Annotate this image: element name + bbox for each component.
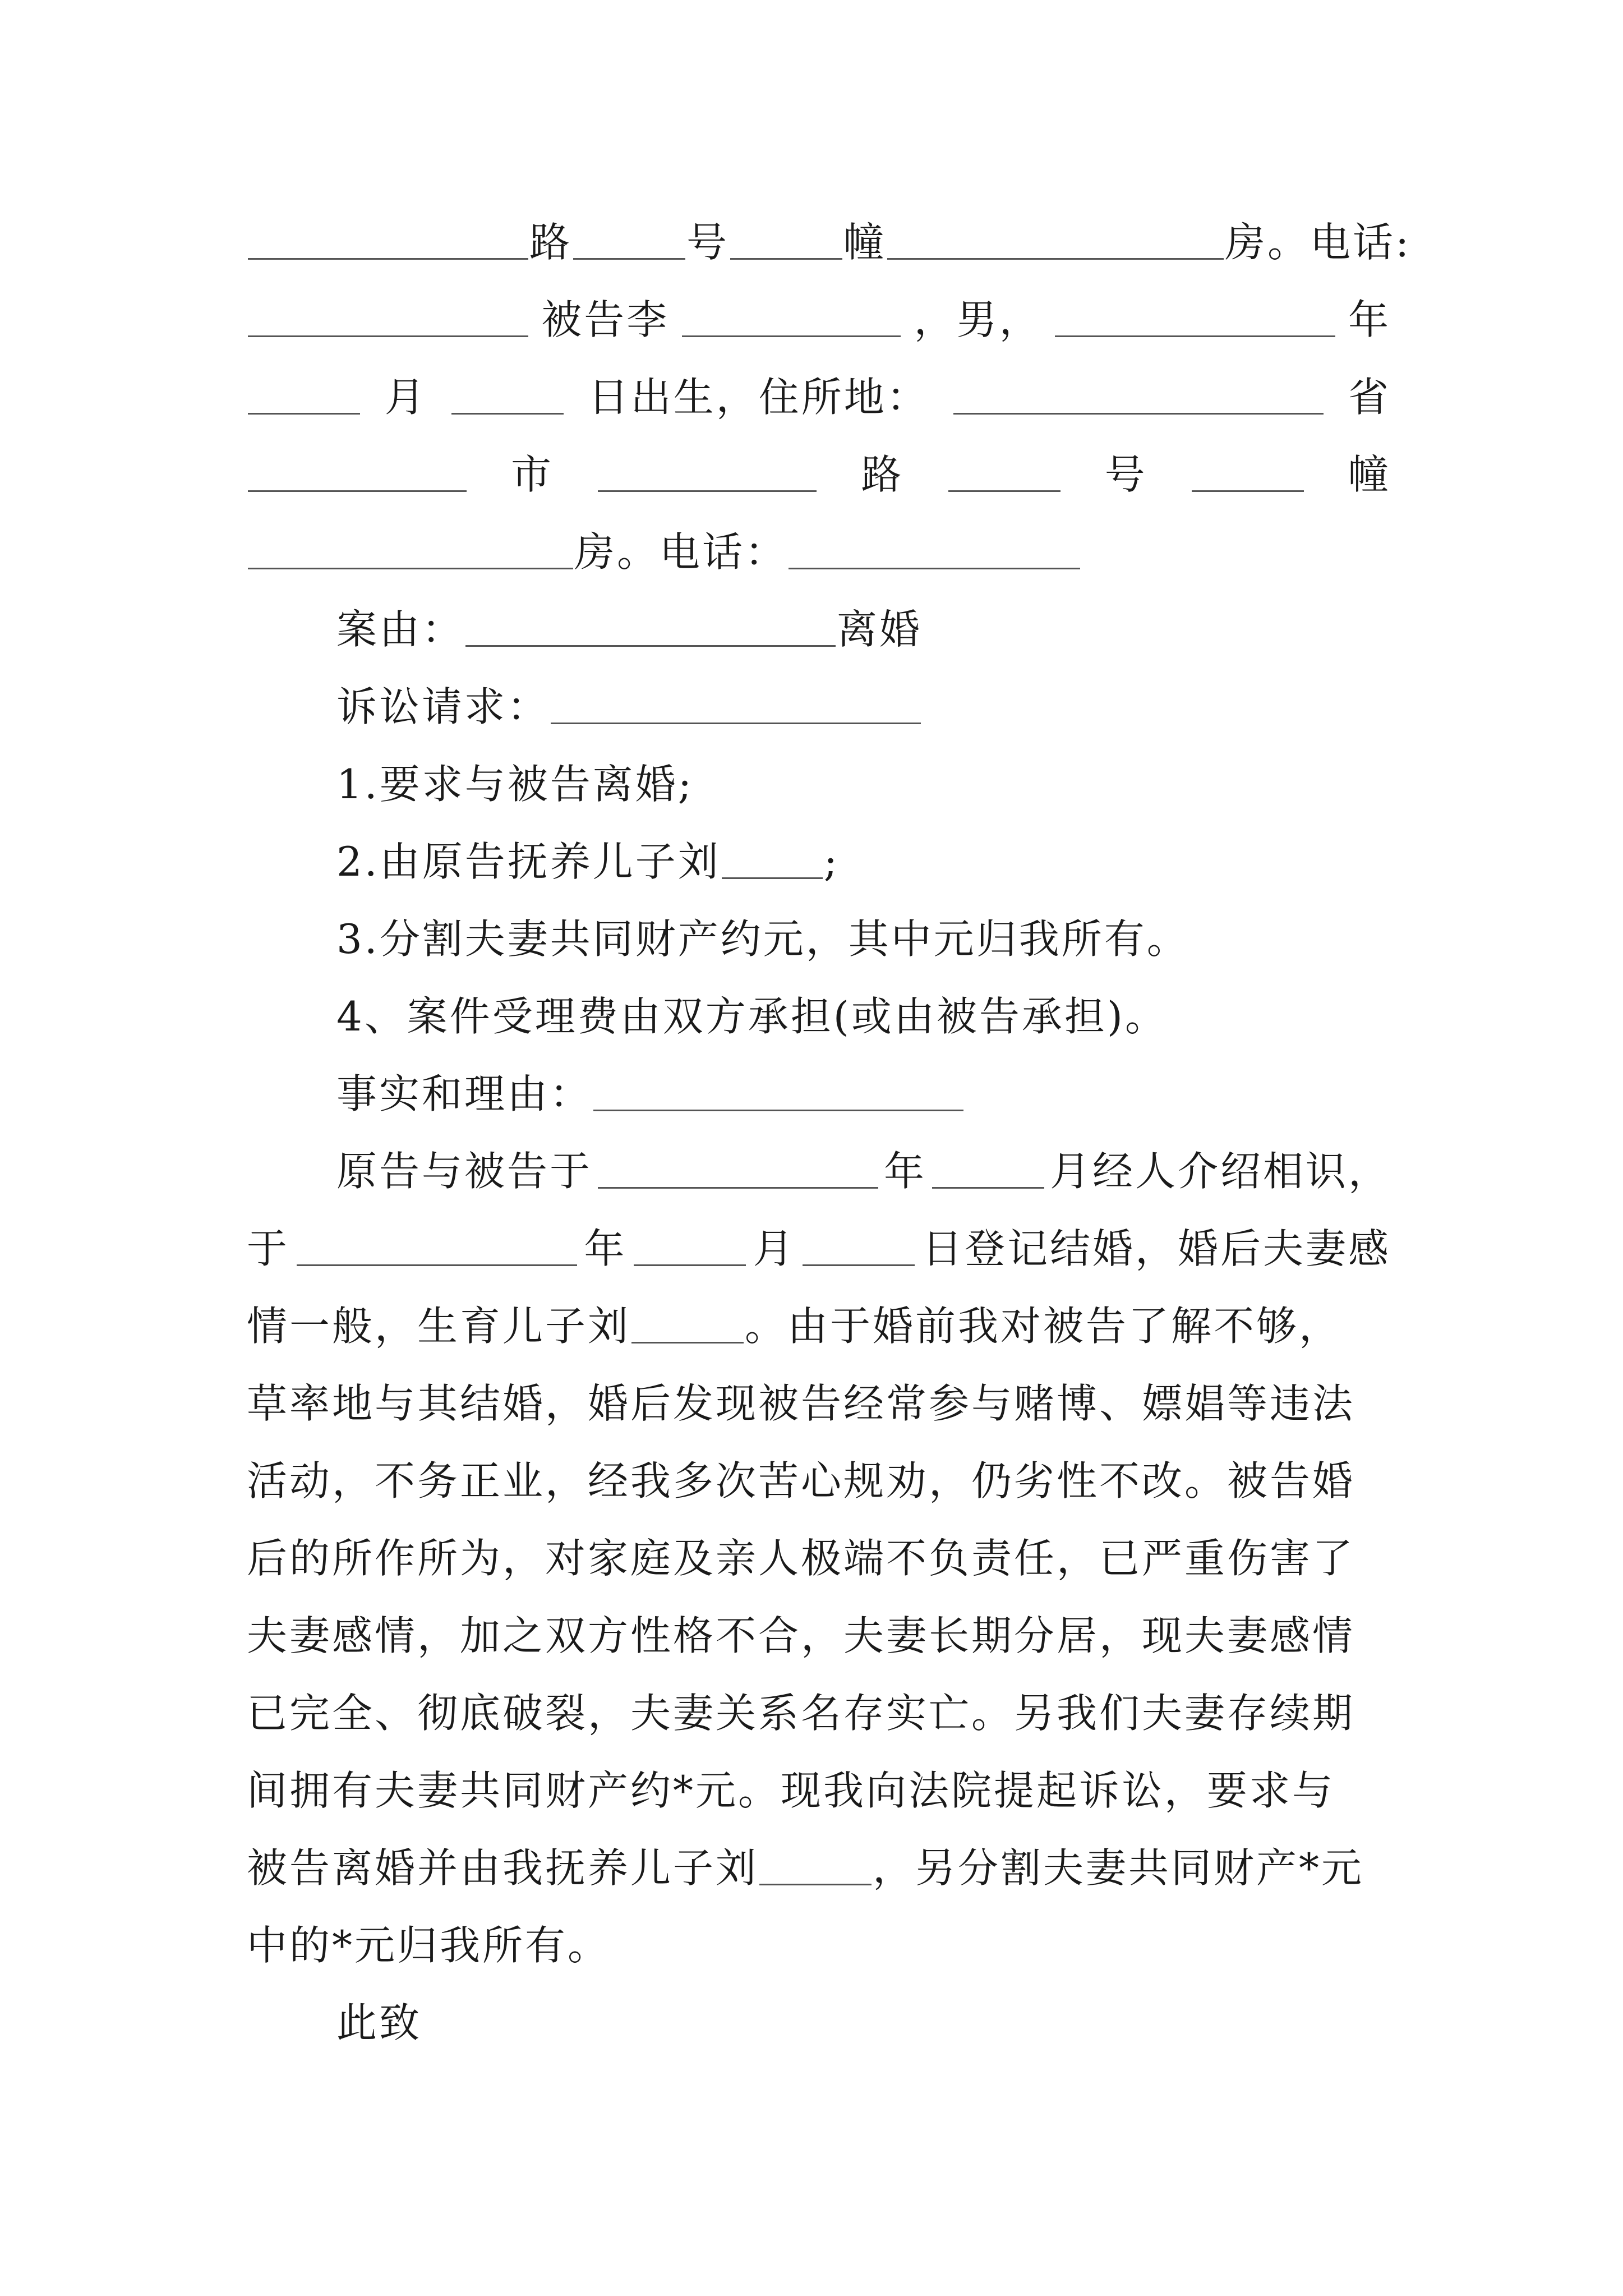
address-line-2 bbox=[247, 441, 1391, 508]
text-fragment: 年 bbox=[584, 1225, 627, 1272]
paragraph-text: 草率地与其结婚，婚后发现被告经常参与赌博、嫖娼等违法 bbox=[247, 1380, 1355, 1427]
facts-paragraph-line bbox=[247, 1680, 1391, 1747]
facts-paragraph-line bbox=[247, 1292, 1391, 1360]
facts-label: 事实和理由： bbox=[336, 1070, 593, 1117]
text-fragment: 。由于婚前我对被告了解不够， bbox=[745, 1303, 1342, 1350]
text-fragment: ; bbox=[823, 838, 840, 885]
blank-field bbox=[465, 645, 836, 647]
blank-field bbox=[803, 1264, 915, 1266]
text-fragment: ，男， bbox=[914, 296, 1042, 343]
text-fragment: 被告离婚并由我抚养儿子刘 bbox=[247, 1844, 759, 1892]
blank-field bbox=[248, 258, 528, 260]
claim-text: 3.分割夫妻共同财产约元，其中元归我所有。 bbox=[336, 915, 1189, 963]
facts-paragraph-line bbox=[247, 1525, 1391, 1592]
text-fragment: 幢 bbox=[1348, 451, 1391, 498]
blank-field bbox=[551, 723, 921, 724]
text-fragment: 日出生，住所地： bbox=[588, 374, 929, 421]
text-fragment: 号 bbox=[686, 219, 730, 266]
blank-field bbox=[730, 258, 842, 260]
text-fragment: 被告李 bbox=[541, 296, 670, 343]
blank-field bbox=[631, 1342, 744, 1343]
facts-paragraph-line bbox=[247, 1370, 1391, 1437]
text-fragment: 市 bbox=[511, 451, 554, 498]
text-fragment: 房。电话: bbox=[1225, 219, 1412, 266]
blank-field bbox=[297, 1264, 577, 1266]
blank-field bbox=[1192, 490, 1304, 492]
text-fragment: 离婚 bbox=[837, 606, 923, 653]
defendant-line bbox=[247, 286, 1391, 353]
facts-paragraph-line bbox=[247, 1447, 1391, 1515]
blank-field bbox=[948, 490, 1061, 492]
facts-paragraph-line bbox=[247, 1912, 1391, 1979]
blank-field bbox=[451, 413, 564, 415]
blank-field bbox=[248, 413, 360, 415]
text-fragment: 月经人介绍相识， bbox=[1049, 1148, 1391, 1195]
facts-paragraph-line bbox=[336, 1138, 1391, 1205]
blank-field bbox=[634, 1264, 746, 1266]
blank-field bbox=[573, 258, 685, 260]
blank-field bbox=[1055, 335, 1335, 337]
phone-line bbox=[247, 518, 1391, 586]
paragraph-text: 活动，不务正业，经我多次苦心规劝，仍劣性不改。被告婚 bbox=[247, 1457, 1355, 1504]
text-fragment: 房。电话： bbox=[574, 528, 788, 576]
closing-text: 此致 bbox=[336, 1999, 422, 2046]
text-fragment: 月 bbox=[753, 1225, 796, 1272]
text-fragment: 原告与被告于 bbox=[336, 1148, 593, 1195]
paragraph-text: 夫妻感情，加之双方性格不合，夫妻长期分居，现夫妻感情 bbox=[247, 1612, 1355, 1659]
facts-paragraph-line bbox=[247, 1757, 1391, 1824]
blank-field bbox=[953, 413, 1324, 415]
claim-item-1 bbox=[336, 751, 1391, 818]
text-fragment: 年 bbox=[883, 1148, 926, 1195]
claim-text: 4、案件受理费由双方承担(或由被告承担)。 bbox=[336, 993, 1168, 1040]
text-fragment: 于 bbox=[247, 1225, 290, 1272]
case-cause-label: 案由： bbox=[336, 606, 465, 653]
blank-field bbox=[248, 490, 467, 492]
blank-field bbox=[598, 1187, 878, 1189]
text-fragment: 幢 bbox=[843, 219, 887, 266]
paragraph-text: 间拥有夫妻共同财产约*元。现我向法院提起诉讼，要求与 bbox=[247, 1767, 1335, 1814]
claims-label: 诉讼请求： bbox=[336, 683, 550, 730]
facts-paragraph-line bbox=[247, 1834, 1391, 1902]
claim-item-4 bbox=[336, 983, 1391, 1050]
blank-field bbox=[248, 568, 573, 569]
text-fragment: ，另分割夫妻共同财产*元 bbox=[873, 1844, 1364, 1892]
blank-field bbox=[682, 335, 901, 337]
text-fragment: 2.由原告抚养儿子刘 bbox=[336, 838, 721, 885]
case-cause-line bbox=[336, 596, 1391, 663]
text-fragment: 情一般，生育儿子刘 bbox=[247, 1303, 631, 1350]
text-fragment: 路 bbox=[529, 219, 573, 266]
claim-text: 1.要求与被告离婚; bbox=[336, 761, 694, 808]
text-fragment: 年 bbox=[1348, 296, 1391, 343]
text-fragment: 号 bbox=[1104, 451, 1147, 498]
text-fragment: 路 bbox=[861, 451, 904, 498]
blank-field bbox=[789, 568, 1080, 569]
facts-heading bbox=[336, 1060, 1391, 1128]
facts-paragraph-line bbox=[247, 1602, 1391, 1669]
paragraph-text: 中的*元归我所有。 bbox=[247, 1922, 611, 1969]
closing-salutation bbox=[336, 1989, 1391, 2056]
blank-field bbox=[593, 1110, 963, 1111]
text-fragment: 省 bbox=[1348, 374, 1391, 421]
blank-field bbox=[248, 335, 528, 337]
facts-paragraph-line bbox=[247, 1215, 1391, 1282]
blank-field bbox=[887, 258, 1224, 260]
address-line-1 bbox=[247, 209, 1412, 276]
claims-heading bbox=[336, 673, 1391, 740]
paragraph-text: 已完全、彻底破裂，夫妻关系名存实亡。另我们夫妻存续期 bbox=[247, 1690, 1355, 1737]
claim-item-2 bbox=[336, 828, 1391, 895]
text-fragment: 日登记结婚，婚后夫妻感 bbox=[921, 1225, 1391, 1272]
blank-field bbox=[759, 1884, 872, 1885]
paragraph-text: 后的所作所为，对家庭及亲人极端不负责任，已严重伤害了 bbox=[247, 1535, 1355, 1582]
claim-item-3 bbox=[336, 905, 1391, 973]
text-fragment: 月 bbox=[384, 374, 427, 421]
blank-field bbox=[722, 877, 823, 879]
blank-field bbox=[598, 490, 817, 492]
blank-field bbox=[932, 1187, 1044, 1189]
birth-residence-line bbox=[247, 364, 1391, 431]
